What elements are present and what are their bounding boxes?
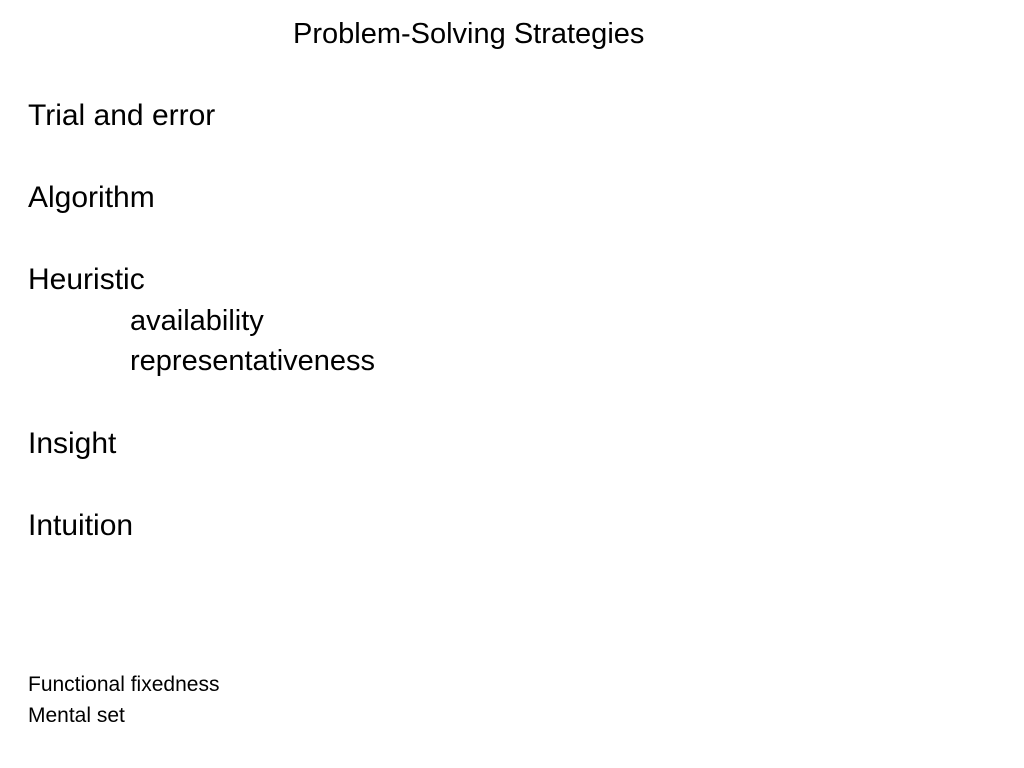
- strategy-intuition: Intuition: [28, 509, 134, 542]
- heuristic-availability: availability: [130, 305, 264, 337]
- heuristic-representativeness: representativeness: [130, 345, 376, 377]
- strategy-trial-and-error: Trial and error: [28, 99, 216, 132]
- slide-title: Problem-Solving Strategies: [293, 18, 645, 50]
- obstacle-mental-set: Mental set: [28, 704, 125, 727]
- strategy-heuristic: Heuristic: [28, 263, 145, 296]
- strategy-insight: Insight: [28, 427, 117, 460]
- obstacle-functional-fixedness: Functional fixedness: [28, 673, 220, 696]
- strategy-algorithm: Algorithm: [28, 181, 155, 214]
